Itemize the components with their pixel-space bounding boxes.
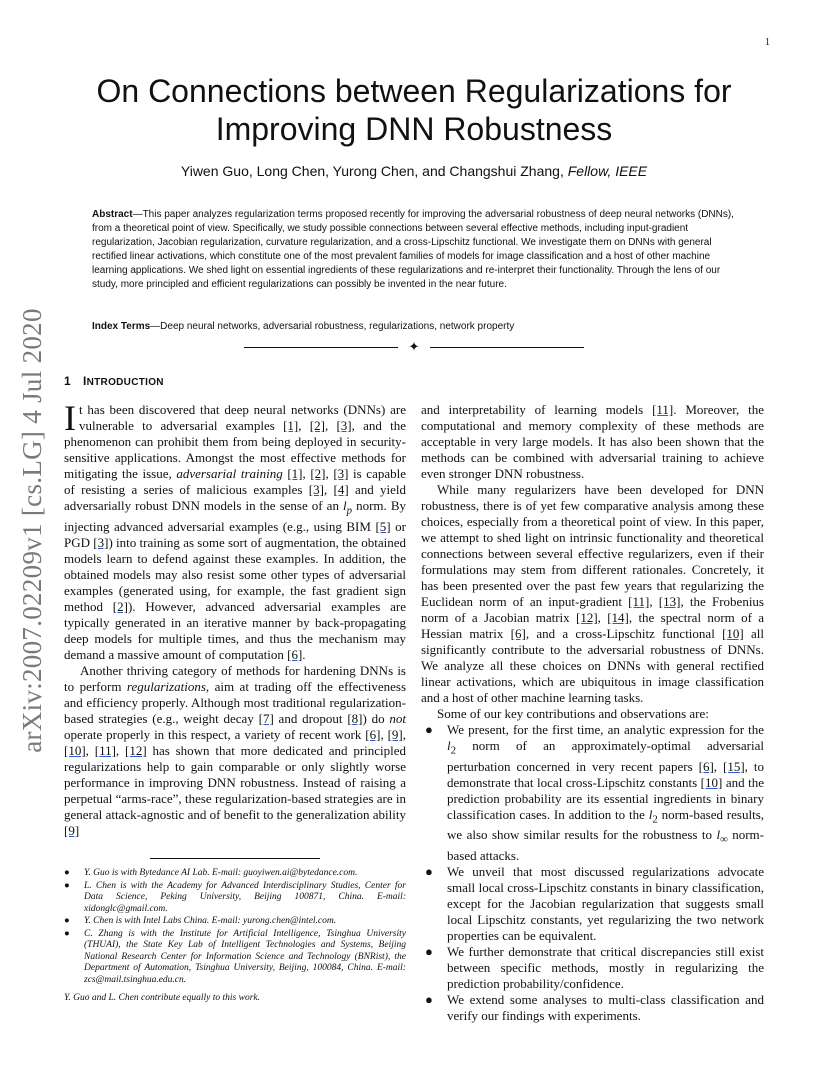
abstract-label: Abstract: [92, 209, 133, 220]
citation-link[interactable]: [3]: [93, 534, 109, 550]
author-names: Yiwen Guo, Long Chen, Yurong Chen, and Changshui Zhang,: [180, 163, 564, 179]
citation-link[interactable]: [6]: [365, 726, 381, 742]
section-number: 1: [64, 374, 71, 388]
citation-link[interactable]: [12]: [575, 610, 598, 625]
footnote-item: [64, 881, 406, 916]
section-title-initial: I: [82, 374, 87, 388]
text-run: While many regularizers have been developed for DNN robustness, there is of yet few comparative analysis among these choices, especially from a theoretical point of view. In this paper, we attempt to shed light on intrinsic functionality and theoretical connections between several effective regularizers, even if their formulations may stem from different rationales. Concretely, it has been presented over the past few years that regularizing the Euclidean norm of an input-gradient: [421, 482, 764, 609]
math-symbol: l: [343, 498, 347, 513]
text-run: We extend some analyses to multi-class classification and verify our findings with experiments.: [447, 991, 764, 1023]
citation-link[interactable]: [13]: [658, 594, 681, 609]
text-run: and the prediction probability are its essential ingredients in binary classification cases. In addition to the: [447, 774, 764, 822]
text-run: ,: [402, 726, 407, 742]
citation-link[interactable]: [2]: [309, 418, 325, 433]
math-symbol: l: [648, 806, 653, 822]
bullet-icon: ●: [425, 863, 433, 879]
text-run: ,: [298, 418, 310, 433]
citation-link[interactable]: [11]: [652, 402, 674, 417]
bullet-icon: ●: [425, 943, 433, 959]
contributions-list: [421, 722, 764, 1024]
equal-contribution-note: Y. Guo and L. Chen contribute equally to this work.: [64, 993, 260, 1003]
citation-link[interactable]: [14]: [607, 610, 629, 625]
paragraph-intro-1: [64, 398, 407, 663]
text-run: , the spectral norm of a Hessian matrix: [421, 610, 765, 641]
text-run: We unveil that most discussed regularizations advocate small local cross-Lipschitz constants in binary classification, except for the Jacobian regularization that suggests small local Lipschitz constants, yet regularizing the two network properties can be equivalent.: [447, 863, 764, 943]
abstract: [92, 208, 734, 292]
paragraph-contributions-intro: Some of our key contributions and observations are:: [437, 706, 709, 721]
arxiv-identifier-text: arXiv:2007.02209v1 [cs.LG] 4 Jul 2020: [16, 307, 47, 753]
text-run: ,: [115, 742, 125, 758]
citation-link[interactable]: [6]: [698, 758, 714, 774]
text-run: We further demonstrate that critical discrepancies still exist between specific methods, mostly in regularizing the prediction probability/confidence.: [447, 943, 764, 991]
paper-title: On Connections between Regularizations for Improving DNN Robustness: [96, 73, 732, 147]
list-item: [421, 992, 764, 1024]
list-item: [421, 944, 764, 992]
citation-link[interactable]: [3]: [333, 466, 349, 481]
index-terms-label: Index Terms: [92, 321, 151, 332]
footnote-item: [64, 929, 406, 987]
text-run: , and a cross-Lipschitz functional: [525, 626, 723, 641]
emphasis-text: adversarial training: [176, 466, 283, 481]
text-run: or PGD: [64, 518, 406, 550]
text-run: ) into training as some sort of augmentation, the obtained models learn to defend against these examples. In addition, the obtained models may also resist some other types of adversarial examples (generated using, for example, the fast gradient sign method: [64, 534, 406, 614]
math-symbol: l: [716, 827, 721, 843]
left-column: [64, 398, 407, 839]
text-run: has shown that more dedicated and principled regularizations help to gain comparable or only slightly worse performance in improving DNN robustness. Instead of raising a perpetual “arms-race”, these regularization-based strategies are in general attack-agnostic and of benefit to the generalization ability: [64, 742, 407, 822]
citation-link[interactable]: [8]: [347, 710, 363, 726]
text-run: ) do: [362, 710, 390, 726]
text-run: , aim at trading off the effectiveness and efficiency properly. Although most traditional regularization-based strategies (e.g., weight decay: [64, 678, 407, 726]
citation-link[interactable]: [3]: [336, 418, 352, 433]
text-run: and yield adversarially robust DNN models in the sense of an: [64, 482, 407, 513]
drop-cap: I: [64, 398, 76, 438]
text-run: norm of an approximately-optimal adversarial perturbation concerned in very recent papers: [447, 738, 764, 774]
citation-link[interactable]: [2]: [112, 598, 128, 614]
math-subscript: ∞: [720, 833, 728, 846]
citation-link[interactable]: [9]: [64, 822, 80, 838]
author-list: [60, 163, 768, 179]
citation-link[interactable]: [1]: [287, 466, 303, 481]
text-run: ,: [713, 758, 723, 774]
text-run: ,: [302, 466, 311, 481]
citation-link[interactable]: [9]: [387, 726, 403, 742]
citation-link[interactable]: [11]: [94, 742, 116, 758]
section-divider: [244, 340, 584, 354]
bullet-icon: ●: [64, 916, 70, 926]
divider-line-left: [244, 347, 398, 348]
text-run: is capable of resisting a series of malicious examples: [64, 466, 406, 497]
affiliation-list: [64, 868, 406, 986]
text-run: and dropout: [273, 710, 348, 726]
citation-link[interactable]: [12]: [124, 742, 147, 758]
author-fellow-note: Fellow, IEEE: [567, 163, 648, 179]
math-subscript: 2: [450, 744, 457, 757]
citation-link[interactable]: [10]: [700, 774, 723, 790]
footnote-item: [64, 868, 406, 880]
text-run: Another thriving category of methods for hardening DNNs is to perform: [64, 662, 406, 694]
citation-link[interactable]: [10]: [64, 742, 86, 758]
text-run: t has been discovered that deep neural networks (DNNs) are vulnerable to adversarial examples: [79, 402, 406, 433]
text-run: ,: [325, 466, 334, 481]
citation-link[interactable]: [6]: [287, 646, 303, 662]
bullet-icon: ●: [425, 991, 433, 1007]
emphasis-text: regularizations: [126, 678, 206, 694]
footnote-text: Y. Chen is with Intel Labs China. E-mail: yurong.chen@intel.com.: [84, 916, 337, 926]
text-run: . Moreover, the computational and memory complexity of these methods are acceptable in very large models. It has also been shown that the methods can be combined with adversarial training to achieve even stronger DNN robustness.: [421, 402, 764, 481]
citation-link[interactable]: [6]: [510, 626, 526, 641]
text-run: ,: [649, 594, 659, 609]
text-run: ,: [324, 418, 337, 433]
list-item: [421, 864, 764, 944]
text-run: , and the phenomenon can prohibit them from being deployed in security-sensitive applications. Amongst the most effective methods for mitigating the issue,: [64, 418, 407, 481]
emphasis-text: not: [389, 710, 406, 726]
right-column: [421, 402, 764, 1024]
math-symbol: l: [447, 738, 451, 753]
citation-link[interactable]: [7]: [258, 710, 274, 726]
citation-link[interactable]: [3]: [308, 482, 324, 497]
bullet-icon: ●: [425, 722, 433, 737]
footnote-item: [64, 916, 406, 928]
text-run: ,: [323, 482, 334, 497]
math-subscript: 2: [652, 813, 658, 826]
citation-link[interactable]: [2]: [310, 466, 326, 481]
text-run: operate properly in this respect, a variety of recent work: [64, 726, 366, 742]
abstract-text: —This paper analyzes regularization terms proposed recently for improving the adversarial robustness of deep neural networks (DNNs), from a theoretical point of view. Specifically, we study possible connections between several effective methods, including input-gradient regularization, Jacobian regularization, curvature regularization, and a cross-Lipschitz functional. We investigate them on DNNs with general rectified linear activations, which constitute one of the most prevalent families of models for image classification and a host of other machine learning applications. We shed light on essential ingredients of these regularizations and re-interpret their functionality. Through the lens of our study, more principled and efficient regularizations can possibly be invented in the near future.: [92, 209, 734, 290]
footnote-text: C. Zhang is with the Institute for Artificial Intelligence, Tsinghua University (THUAI), the State Key Lab of Intelligent Technologies and Systems, Beijing National Research Center for Information Science and Technology (BNRist), the Department of Automation, Tsinghua University, Beijing, 100084, China. E-mail: zcs@mail.tsinghua.edu.cn.: [84, 928, 406, 985]
text-run: We present, for the first time, an analytic expression for the: [447, 722, 764, 737]
divider-line-right: [430, 347, 584, 348]
paragraph-intro-3: [421, 482, 764, 706]
text-run: ,: [85, 742, 95, 758]
citation-link[interactable]: [5]: [375, 518, 391, 534]
text-run: ,: [380, 726, 388, 742]
text-run: ,: [597, 610, 608, 625]
text-run: .: [302, 646, 306, 662]
paragraph-intro-2: [64, 663, 406, 839]
section-title-rest: NTRODUCTION: [86, 377, 164, 388]
index-terms: [92, 320, 734, 334]
citation-link[interactable]: [15]: [723, 758, 745, 774]
text-run: and interpretability of learning models: [421, 402, 653, 417]
list-item: [421, 722, 764, 864]
text-run: norm-based results, we also show similar results for the robustness to: [447, 806, 764, 843]
footnote-divider: [150, 858, 320, 859]
bullet-icon: ●: [64, 880, 70, 891]
citation-link[interactable]: [10]: [722, 626, 744, 641]
bullet-icon: ●: [64, 868, 70, 878]
footnote-text: L. Chen is with the Academy for Advanced Interdisciplinary Studies, Center for Data Science, Peking University, Beijing 100871, China. E-mail: xidonglc@gmail.com.: [84, 880, 406, 914]
index-terms-text: —Deep neural networks, adversarial robustness, regularizations, network property: [150, 321, 515, 332]
footnotes: [64, 868, 406, 1005]
text-run: , to demonstrate that local cross-Lipschitz constants: [447, 758, 764, 790]
citation-link[interactable]: [11]: [628, 594, 650, 609]
citation-link[interactable]: [1]: [283, 418, 299, 433]
paragraph-intro-continued: [421, 402, 764, 482]
text-run: norm-based attacks.: [447, 827, 764, 863]
text-run: all significantly contribute to the adversarial robustness of DNNs. We analyze all these choices on DNNs with general rectified linear activations, which are ubiquitous in image classification and a host of other machine learning tasks.: [421, 626, 765, 705]
arxiv-identifier-stamp: [2, 295, 62, 765]
page-number: 1: [765, 37, 770, 48]
footnote-text: Y. Guo is with Bytedance AI Lab. E-mail: guoyiwen.ai@bytedance.com.: [84, 868, 358, 878]
text-run: , the Frobenius norm of a Jacobian matrix: [421, 594, 764, 625]
bullet-icon: ●: [64, 928, 70, 939]
citation-link[interactable]: [4]: [333, 482, 349, 497]
text-run: ). However, advanced adversarial examples are typically generated in an iterative manner by back-propagating deep models for multiple times, and thus the mechanism may demand a massive amount of computation: [64, 598, 406, 662]
section-heading-introduction: [64, 374, 164, 388]
text-run: norm. By injecting advanced adversarial examples (e.g., using BIM: [64, 498, 406, 534]
math-subscript: p: [346, 504, 353, 517]
divider-diamond-icon: ✦: [408, 339, 420, 354]
